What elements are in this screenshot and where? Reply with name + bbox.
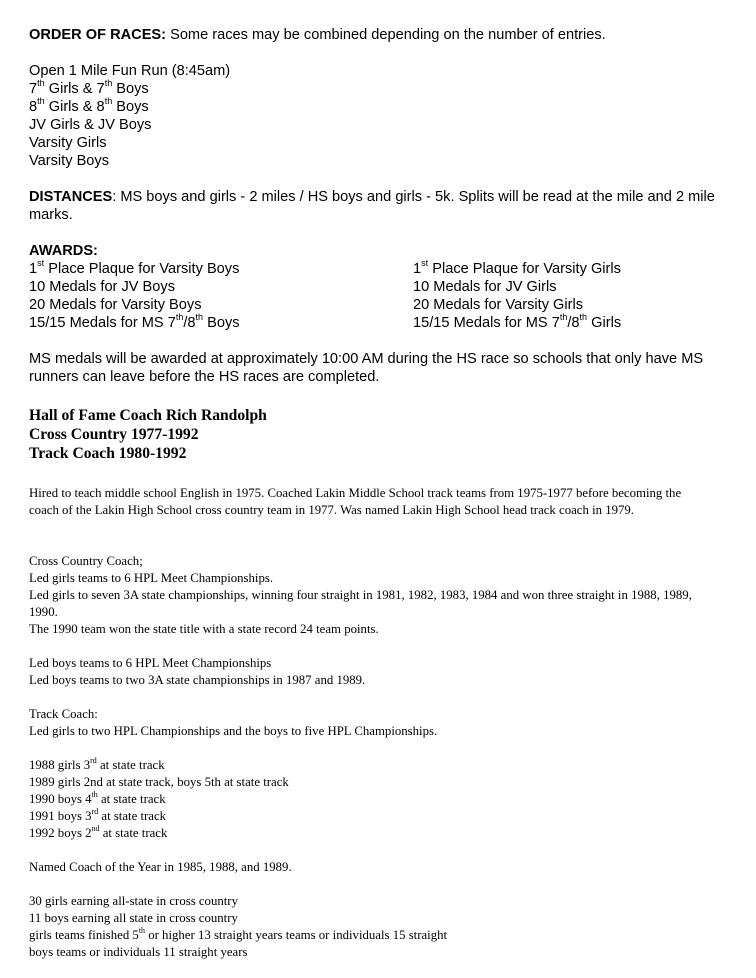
boys-item: Led boys teams to 6 HPL Meet Championships bbox=[29, 656, 272, 670]
xc-item: Led girls teams to 6 HPL Meet Championships. bbox=[29, 571, 274, 585]
race-item: JV Girls & JV Boys bbox=[29, 117, 152, 133]
all-state-stats bbox=[29, 893, 447, 961]
race-item: Varsity Boys bbox=[29, 153, 110, 169]
award-item: 15/15 Medals for MS 7th/8th Boys bbox=[29, 312, 240, 331]
coach-track-years: Track Coach 1980-1992 bbox=[29, 445, 187, 462]
award-item: 10 Medals for JV Boys bbox=[29, 279, 176, 295]
distances-paragraph bbox=[29, 188, 719, 224]
state-results bbox=[29, 757, 289, 842]
award-item: 10 Medals for JV Girls bbox=[413, 279, 557, 295]
stat-item: boys teams or individuals 11 straight years bbox=[29, 945, 248, 959]
stat-item: 11 boys earning all state in cross country bbox=[29, 911, 238, 925]
race-item: Open 1 Mile Fun Run (8:45am) bbox=[29, 63, 231, 79]
coach-xc-years: Cross Country 1977-1992 bbox=[29, 426, 199, 443]
xc-item: Led girls to seven 3A state championships, winning four straight in 1981, 1982, 1983, 1984 and won three straight in 1988, 1989, 1990. bbox=[29, 588, 692, 619]
boys-section bbox=[29, 655, 365, 689]
boys-item: Led boys teams to two 3A state championships in 1987 and 1989. bbox=[29, 673, 366, 687]
award-item: 20 Medals for Varsity Boys bbox=[29, 297, 202, 313]
result-item: 1992 boys 2nd at state track bbox=[29, 823, 168, 840]
race-item: Varsity Girls bbox=[29, 135, 107, 151]
stat-item: 30 girls earning all-state in cross country bbox=[29, 894, 238, 908]
track-label: Track Coach: bbox=[29, 707, 98, 721]
result-item: 1989 girls 2nd at state track, boys 5th at state track bbox=[29, 775, 289, 789]
xc-item: The 1990 team won the state title with a state record 24 team points. bbox=[29, 622, 379, 636]
awards-label: AWARDS: bbox=[29, 243, 98, 259]
xc-label: Cross Country Coach; bbox=[29, 554, 143, 568]
order-of-races-note: Some races may be combined depending on the number of entries. bbox=[166, 27, 606, 43]
track-item: Led girls to two HPL Championships and the boys to five HPL Championships. bbox=[29, 724, 438, 738]
race-item: 7th Girls & 7th Boys bbox=[29, 78, 149, 97]
coach-heading bbox=[29, 406, 267, 463]
track-section bbox=[29, 706, 437, 740]
award-item: 1st Place Plaque for Varsity Boys bbox=[29, 258, 240, 277]
coach-bio: Hired to teach middle school English in 1975. Coached Lakin Middle School track teams from 1975-1977 before becoming the coach of the Lakin High School cross country team in 1977. Was named Lakin High School head track coach in 1979. bbox=[29, 486, 682, 517]
awards-columns bbox=[29, 260, 729, 332]
ms-medals-note: MS medals will be awarded at approximately 10:00 AM during the HS race so schools that only have MS runners can leave before the HS races are completed. bbox=[29, 351, 704, 385]
result-item: 1991 boys 3rd at state track bbox=[29, 806, 167, 823]
awards-girls-column bbox=[413, 260, 729, 332]
distances-text: : MS boys and girls - 2 miles / HS boys and girls - 5k. Splits will be read at the mile and 2 mile marks. bbox=[29, 189, 715, 223]
xc-section bbox=[29, 553, 694, 638]
order-of-races-label: ORDER OF RACES: bbox=[29, 27, 167, 43]
result-item: 1988 girls 3rd at state track bbox=[29, 755, 165, 772]
race-item: 8th Girls & 8th Boys bbox=[29, 96, 149, 115]
awards-boys-column bbox=[29, 260, 413, 332]
award-item: 20 Medals for Varsity Girls bbox=[413, 297, 584, 313]
coach-of-year: Named Coach of the Year in 1985, 1988, and 1989. bbox=[29, 860, 292, 874]
result-item: 1990 boys 4th at state track bbox=[29, 789, 166, 806]
race-list bbox=[29, 62, 230, 170]
coach-title: Hall of Fame Coach Rich Randolph bbox=[29, 407, 267, 424]
order-of-races-line bbox=[29, 26, 606, 44]
distances-label: DISTANCES bbox=[29, 189, 113, 205]
stat-item: girls teams finished 5th or higher 13 straight years teams or individuals 15 straight bbox=[29, 925, 448, 942]
award-item: 15/15 Medals for MS 7th/8th Girls bbox=[413, 312, 622, 331]
award-item: 1st Place Plaque for Varsity Girls bbox=[413, 258, 621, 277]
